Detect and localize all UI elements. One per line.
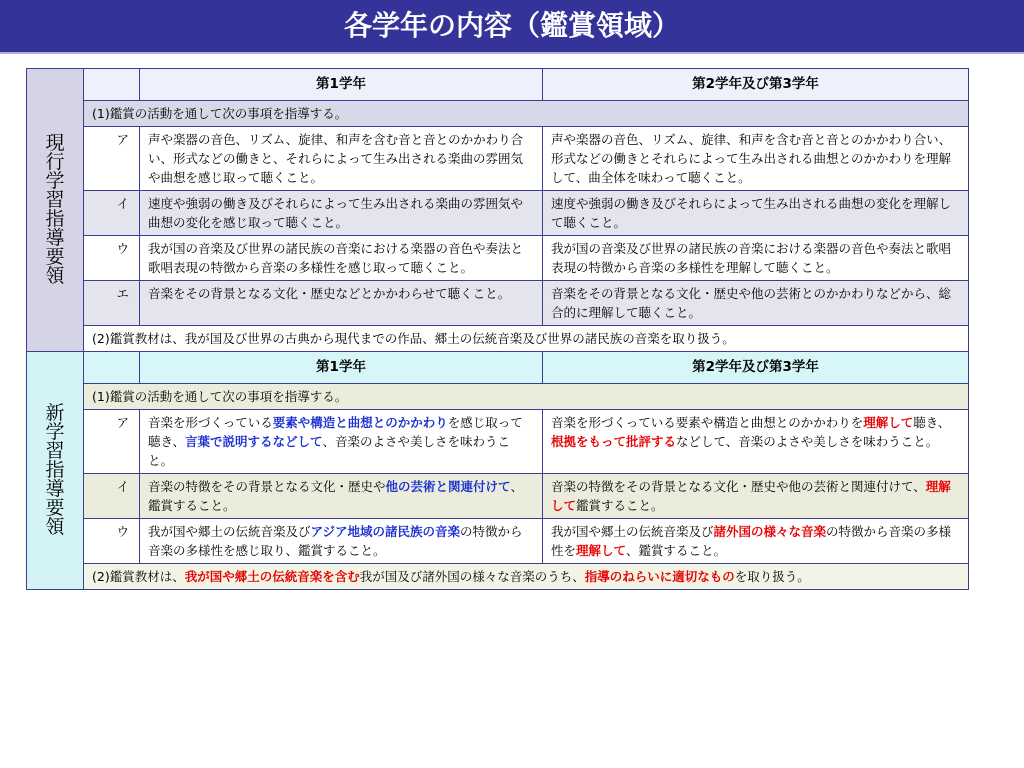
- highlight-text: 諸外国の様々な音楽: [713, 524, 827, 539]
- grade1-cell: 音楽の特徴をその背景となる文化・歴史や他の芸術と関連付けて、鑑賞すること。: [140, 474, 543, 519]
- grade23-cell: 我が国の音楽及び世界の諸民族の音楽における楽器の音色や奏法と歌唱表現の特徴から音楽の多様性を理解して聴くこと。: [543, 236, 969, 281]
- grade1-cell: 我が国の音楽及び世界の諸民族の音楽における楽器の音色や奏法と歌唱表現の特徴から音楽の多様性を感じ取って聴くこと。: [140, 236, 543, 281]
- current-guidelines-section: [27, 69, 969, 352]
- instruction-row: (1)鑑賞の活動を通して次の事項を指導する。: [84, 101, 969, 127]
- highlight-text: 言葉で説明するなどして: [185, 434, 323, 449]
- instruction-row: (1)鑑賞の活動を通して次の事項を指導する。: [84, 384, 969, 410]
- grade1-header: 第1学年: [140, 352, 543, 384]
- page-title: 各学年の内容（鑑賞領域）: [0, 0, 1024, 52]
- grade1-cell: 音楽をその背景となる文化・歴史などとかかわらせて聴くこと。: [140, 281, 543, 326]
- table-row: [27, 410, 969, 474]
- footer-note: (2)鑑賞教材は、我が国や郷土の伝統音楽を含む我が国及び諸外国の様々な音楽のうち、指導のねらいに適切なものを取り扱う。: [84, 564, 969, 590]
- highlight-text: 我が国や郷土の伝統音楽を含む: [184, 569, 360, 584]
- highlight-text: 根拠をもって批評する: [551, 434, 677, 449]
- grade23-cell: 声や楽器の音色、リズム、旋律、和声を含む音と音とのかかわり合い、形式などの働きとそれらによって生み出される曲想とのかかわりを理解して、曲全体を味わって聴くこと。: [543, 127, 969, 191]
- row-label: イ: [84, 191, 140, 236]
- grade1-cell: 速度や強弱の働き及びそれらによって生み出される楽曲の雰囲気や曲想の変化を感じ取って聴くこと。: [140, 191, 543, 236]
- title-divider: [0, 52, 1024, 54]
- grade23-cell: 音楽の特徴をその背景となる文化・歴史や他の芸術と関連付けて、理解して鑑賞すること。: [543, 474, 969, 519]
- grade23-cell: 我が国や郷土の伝統音楽及び諸外国の様々な音楽の特徴から音楽の多様性を理解して、鑑賞すること。: [543, 519, 969, 564]
- table-row: [27, 474, 969, 519]
- table-row: [27, 127, 969, 191]
- highlight-text: 理解して: [576, 543, 627, 558]
- footer-note: (2)鑑賞教材は、我が国及び世界の古典から現代までの作品、郷土の伝統音楽及び世界の諸民族の音楽を取り扱う。: [84, 326, 969, 352]
- row-label: ウ: [84, 519, 140, 564]
- new-guidelines-label: 新 学 習 指 導 要 領: [27, 352, 84, 590]
- grade23-cell: 速度や強弱の働き及びそれらによって生み出される曲想の変化を理解して聴くこと。: [543, 191, 969, 236]
- highlight-text: 理解して: [863, 415, 914, 430]
- new-guidelines-section: [27, 352, 969, 590]
- header-blank-cell: [84, 69, 140, 101]
- table-row: [27, 519, 969, 564]
- appreciation-content-table: [26, 68, 969, 590]
- grade1-cell: 声や楽器の音色、リズム、旋律、和声を含む音と音とのかかわり合い、形式などの働きと、それらによって生み出される楽曲の雰囲気や曲想を感じ取って聴くこと。: [140, 127, 543, 191]
- grade1-header: 第1学年: [140, 69, 543, 101]
- table-row: [27, 236, 969, 281]
- table-row: [27, 281, 969, 326]
- highlight-text: 指導のねらいに適切なもの: [584, 569, 735, 584]
- row-label: イ: [84, 474, 140, 519]
- header-blank-cell: [84, 352, 140, 384]
- grade23-cell: 音楽をその背景となる文化・歴史や他の芸術とのかかわりなどから、総合的に理解して聴くこと。: [543, 281, 969, 326]
- grade23-header: 第2学年及び第3学年: [543, 69, 969, 101]
- table-row: [27, 191, 969, 236]
- highlight-text: 理解して: [551, 479, 951, 513]
- row-label: エ: [84, 281, 140, 326]
- row-label: ア: [84, 410, 140, 474]
- highlight-text: 要素や構造と曲想とのかかわり: [272, 415, 448, 430]
- highlight-text: 他の芸術と関連付けて: [385, 479, 511, 494]
- grade1-cell: 音楽を形づくっている要素や構造と曲想とのかかわりを感じ取って聴き、言葉で説明するなどして、音楽のよさや美しさを味わうこと。: [140, 410, 543, 474]
- grade1-cell: 我が国や郷土の伝統音楽及びアジア地域の諸民族の音楽の特徴から音楽の多様性を感じ取り、鑑賞すること。: [140, 519, 543, 564]
- grade23-header: 第2学年及び第3学年: [543, 352, 969, 384]
- row-label: ウ: [84, 236, 140, 281]
- highlight-text: アジア地域の諸民族の音楽: [310, 524, 461, 539]
- grade23-cell: 音楽を形づくっている要素や構造と曲想とのかかわりを理解して聴き、根拠をもって批評するなどして、音楽のよさや美しさを味わうこと。: [543, 410, 969, 474]
- row-label: ア: [84, 127, 140, 191]
- current-guidelines-label: 現 行 学 習 指 導 要 領: [27, 69, 84, 352]
